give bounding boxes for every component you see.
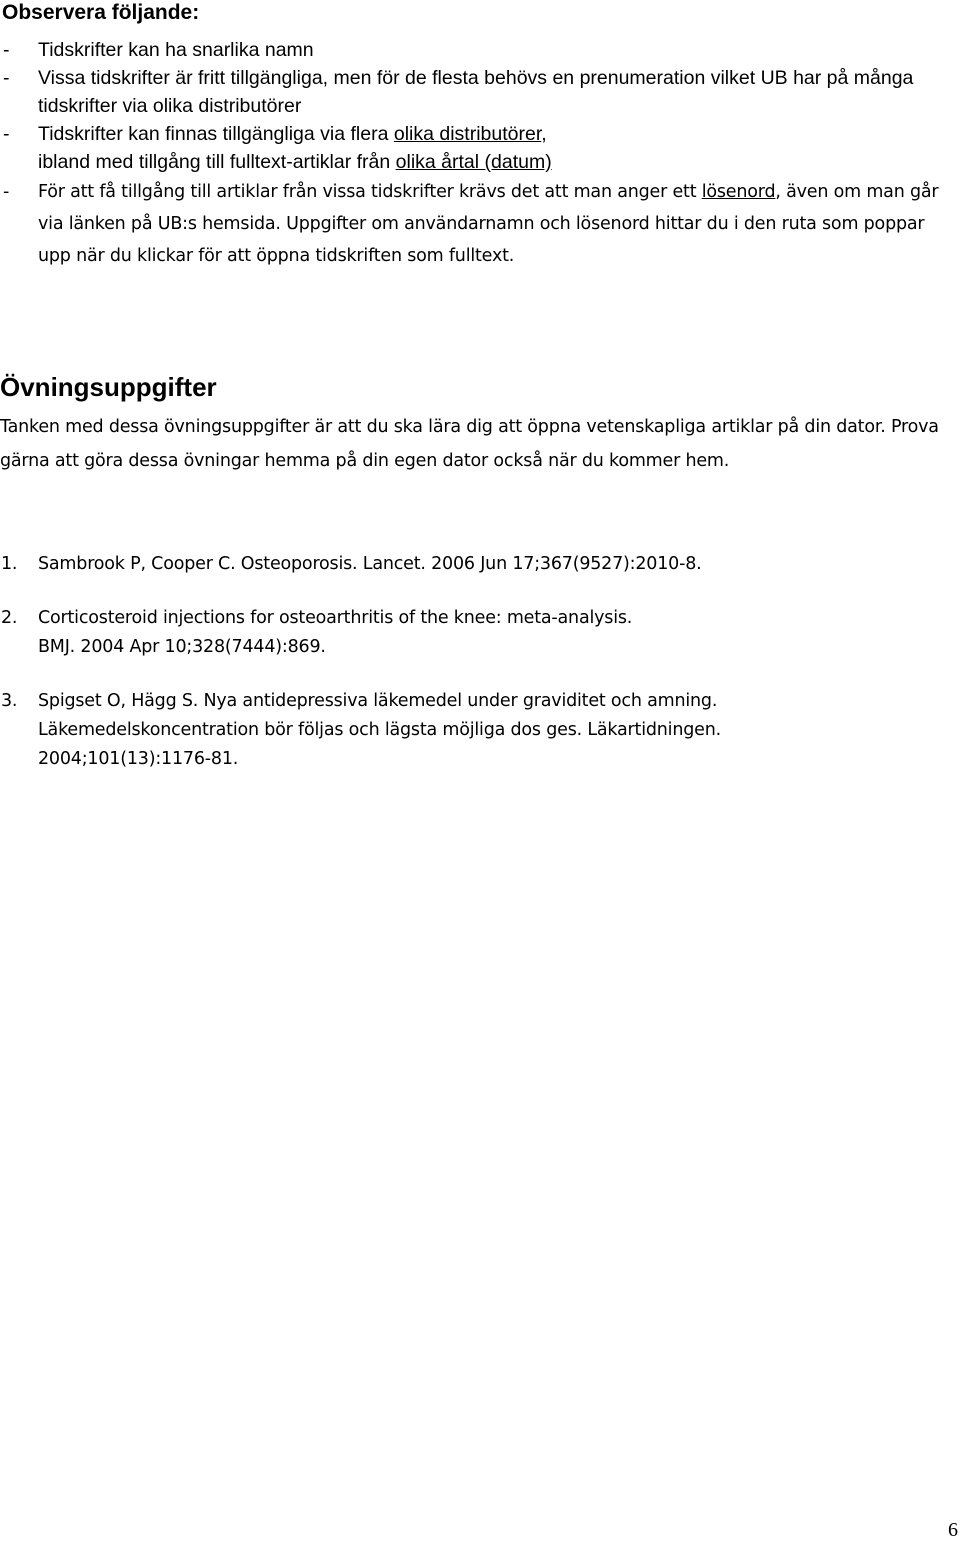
distributors-link-text: olika distributörer	[393, 123, 542, 145]
reference-line: Läkemedelskoncentration bör följas och lägsta möjliga dos ges. Läkartidningen.	[38, 720, 721, 740]
list-item	[0, 176, 958, 272]
bullet-dash: -	[3, 123, 10, 145]
bullet-text: ibland med tillgång till fulltext-artiklar från	[38, 151, 396, 173]
reference-item	[0, 550, 958, 579]
years-link-text: olika årtal (datum)	[395, 151, 552, 173]
reference-item	[0, 604, 958, 662]
reference-number: 2.	[1, 608, 18, 628]
bullet-dash: -	[3, 39, 10, 61]
reference-item	[0, 687, 958, 774]
list-item	[0, 36, 958, 64]
reference-line: 2004;101(13):1176-81.	[38, 749, 239, 769]
bullet-text: För att få tillgång till artiklar från vissa tidskrifter krävs det att man anger ett	[38, 182, 702, 202]
notice-list	[0, 36, 958, 272]
reference-line: Sambrook P, Cooper C. Osteoporosis. Lancet. 2006 Jun 17;367(9527):2010-8.	[38, 554, 702, 574]
bullet-text: Vissa tidskrifter är fritt tillgängliga, men för de flesta behövs en prenumeration vilket UB har på många tidskrifter via olika distributörer	[38, 67, 914, 117]
reference-number: 3.	[1, 691, 18, 711]
bullet-text: Tidskrifter kan ha snarlika namn	[38, 39, 314, 61]
section-title: Övningsuppgifter	[0, 372, 217, 402]
password-link-text: lösenord	[701, 182, 776, 202]
list-item	[0, 64, 958, 120]
reference-list	[0, 550, 958, 799]
page-number: 6	[948, 1519, 958, 1541]
bullet-text: , även om man går via länken på UB:s hemsida. Uppgifter om användarnamn och lösenord hittar du i den ruta som poppar upp när du klickar för att öppna tidskriften som fulltext.	[38, 182, 939, 266]
reference-line: BMJ. 2004 Apr 10;328(7444):869.	[38, 637, 326, 657]
intro-paragraph: Tanken med dessa övningsuppgifter är att du ska lära dig att öppna vetenskapliga artiklar på din dator. Prova gärna att göra dessa övningar hemma på din egen dator också när du kommer hem.	[0, 417, 939, 471]
bullet-text: ,	[541, 123, 547, 145]
bullet-dash: -	[3, 67, 10, 89]
list-item	[0, 120, 958, 176]
reference-line: Corticosteroid injections for osteoarthritis of the knee: meta-analysis.	[38, 608, 633, 628]
reference-line: Spigset O, Hägg S. Nya antidepressiva läkemedel under graviditet och amning.	[38, 691, 718, 711]
reference-number: 1.	[1, 554, 18, 574]
bullet-text: Tidskrifter kan finnas tillgängliga via flera	[38, 123, 394, 145]
bullet-dash: -	[3, 182, 10, 202]
notice-heading: Observera följande:	[2, 1, 200, 24]
